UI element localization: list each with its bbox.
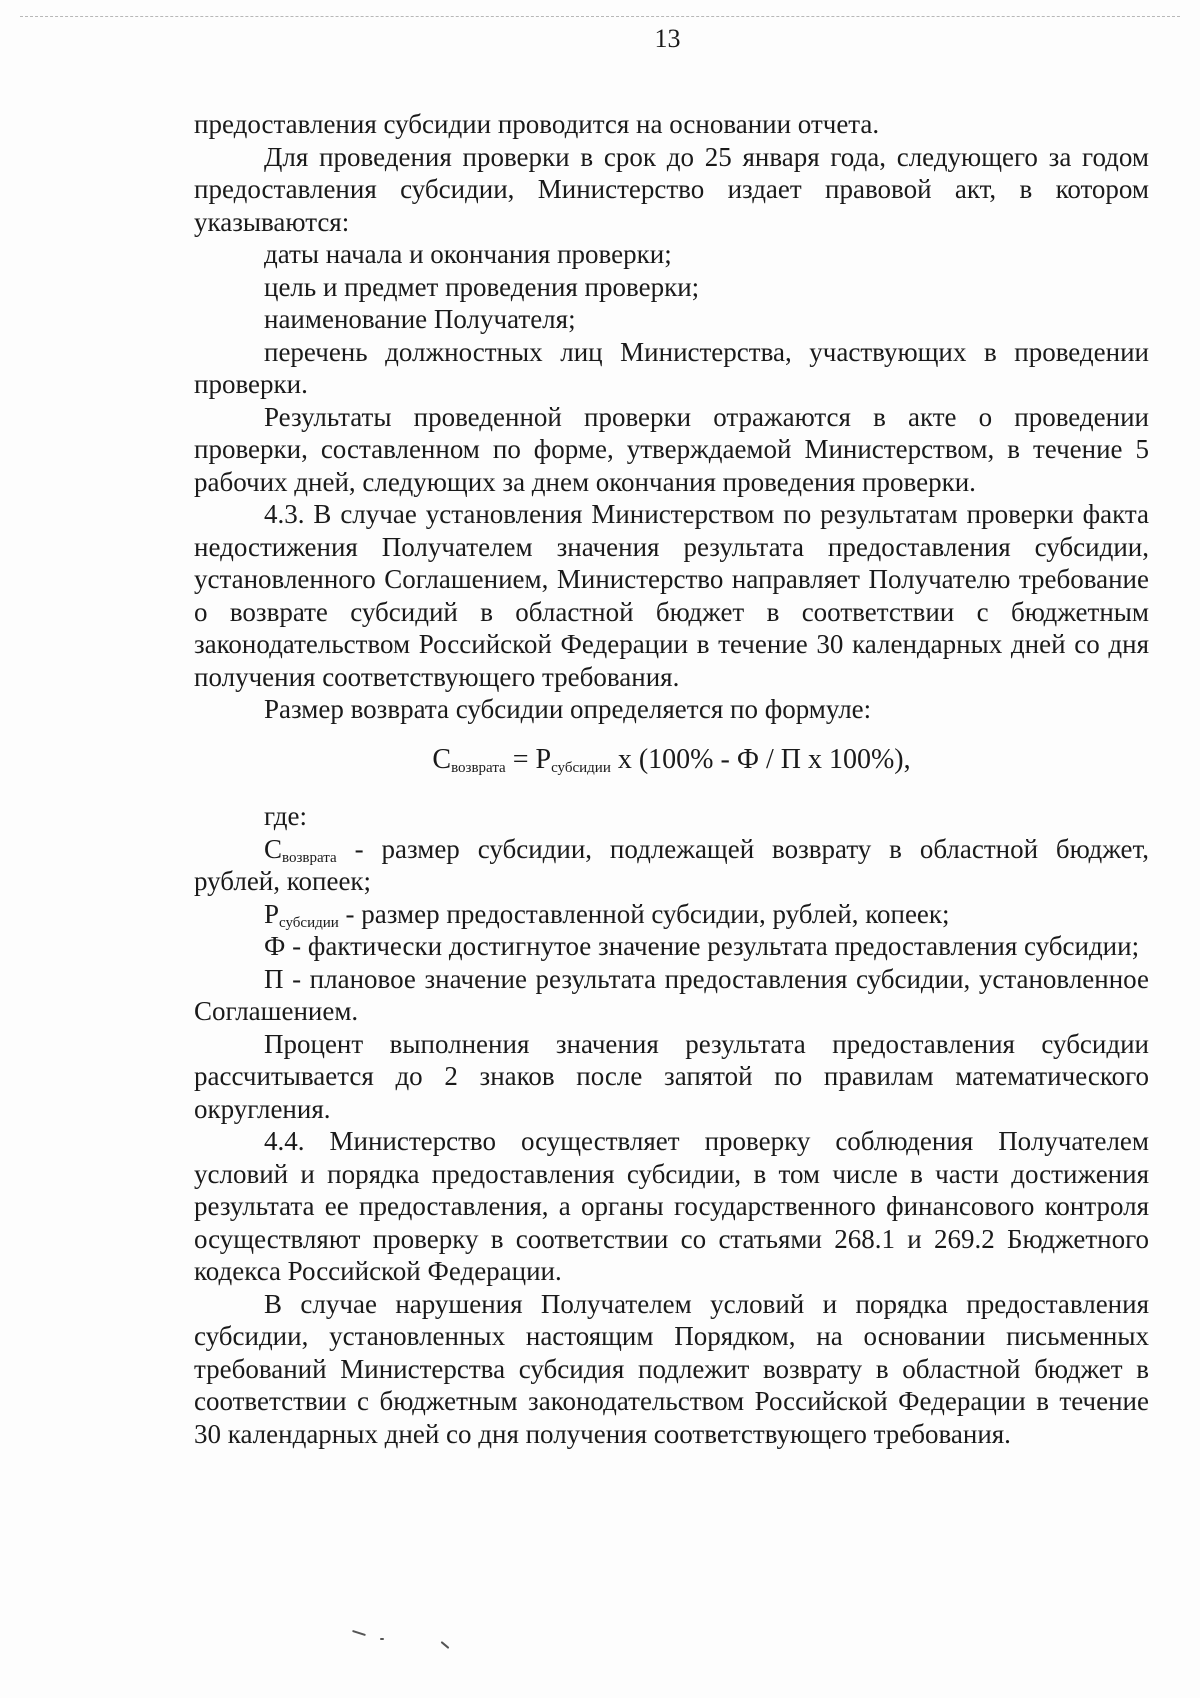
definition-symbol: С: [264, 833, 283, 864]
formula-r: Р: [535, 743, 552, 775]
scan-speck: [441, 1641, 450, 1649]
page-number: 13: [654, 24, 681, 53]
where-label: где:: [264, 801, 307, 831]
definition-symbol: П: [264, 963, 284, 994]
formula-rest: х (100% - Ф / П х 100%),: [610, 743, 911, 775]
scan-speck: [380, 1638, 384, 1640]
definition-text: - размер предоставленной субсидии, рублей, копеек;: [338, 898, 950, 929]
return-formula: [194, 744, 1149, 777]
formula-lhs: С: [432, 743, 452, 775]
definition-item: [194, 963, 1149, 1028]
paragraph-4-3: 4.3. В случае установления Министерством по результатам проверки факта недостижения Получателем значения результата предоставления субсидии, установленного Соглашением, Министерство направляет Получателю требование о возврате субсидий в областной бюджет в соответствии с бюджетным законодательством Российской Федерации в течение 30 календарных дней со дня получения соответствующего требования.: [194, 499, 1149, 692]
paragraph-2: Для проведения проверки в срок до 25 января года, следующего за годом предоставления субсидии, Министерство издает правовой акт, в котором указываются:: [194, 141, 1149, 237]
formula-eq: =: [505, 743, 536, 775]
definition-text: - размер субсидии, подлежащей возврату в областной бюджет, рублей, копеек;: [194, 833, 1149, 896]
definition-item: [194, 833, 1149, 898]
paragraph-formula-intro: Размер возврата субсидии определяется по формуле:: [264, 694, 872, 724]
paragraph-4: Результаты проведенной проверки отражаются в акте о проведении проверки, составленном по форме, утверждаемой Министерством, в течение 5 рабочих дней, следующих за днем окончания проведения проверки.: [194, 401, 1149, 497]
list-item: цель и предмет проведения проверки;: [264, 271, 700, 302]
scan-speck: [352, 1630, 366, 1636]
paragraph-percent: Процент выполнения значения результата предоставления субсидии рассчитывается до 2 знаков после запятой по правилам математического округления.: [194, 1028, 1149, 1124]
definition-item: [194, 898, 1149, 931]
definition-symbol: Р: [264, 898, 280, 929]
paragraph-4-4: 4.4. Министерство осуществляет проверку соблюдения Получателем условий и порядка предоставления субсидии, в том числе в части достижения результата ее предоставления, а органы государственного финансового контроля осуществляют проверку в соответствии со статьями 268.1 и 269.2 Бюджетного кодекса Российской Федерации.: [194, 1126, 1149, 1286]
body-text: [194, 108, 1149, 1450]
scan-border-line: [20, 16, 1180, 17]
definition-text: - фактически достигнутое значение результата предоставления субсидии;: [285, 931, 1140, 961]
list-item: даты начала и окончания проверки;: [264, 239, 672, 269]
definition-text: - плановое значение результата предоставления субсидии, установленное Соглашением.: [194, 963, 1149, 1026]
definition-subscript: возврата: [282, 849, 337, 866]
definition-item: [194, 930, 1149, 963]
paragraph-1: предоставления субсидии проводится на основании отчета.: [194, 109, 880, 139]
definition-subscript: субсидии: [279, 914, 339, 931]
definition-symbol: Ф: [264, 931, 286, 961]
formula-r-sub: субсидии: [551, 759, 611, 776]
paragraph-violation: В случае нарушения Получателем условий и порядка предоставления субсидии, установленных настоящим Порядком, на основании письменных требований Министерства субсидия подлежит возврату в областной бюджет в соответствии с бюджетным законодательством Российской Федерации в течение 30 календарных дней со дня получения соответствующего требования.: [194, 1288, 1149, 1449]
formula-lhs-sub: возврата: [451, 759, 506, 776]
paragraph-3: перечень должностных лиц Министерства, участвующих в проведении проверки.: [194, 336, 1149, 399]
list-item: наименование Получателя;: [264, 304, 576, 334]
